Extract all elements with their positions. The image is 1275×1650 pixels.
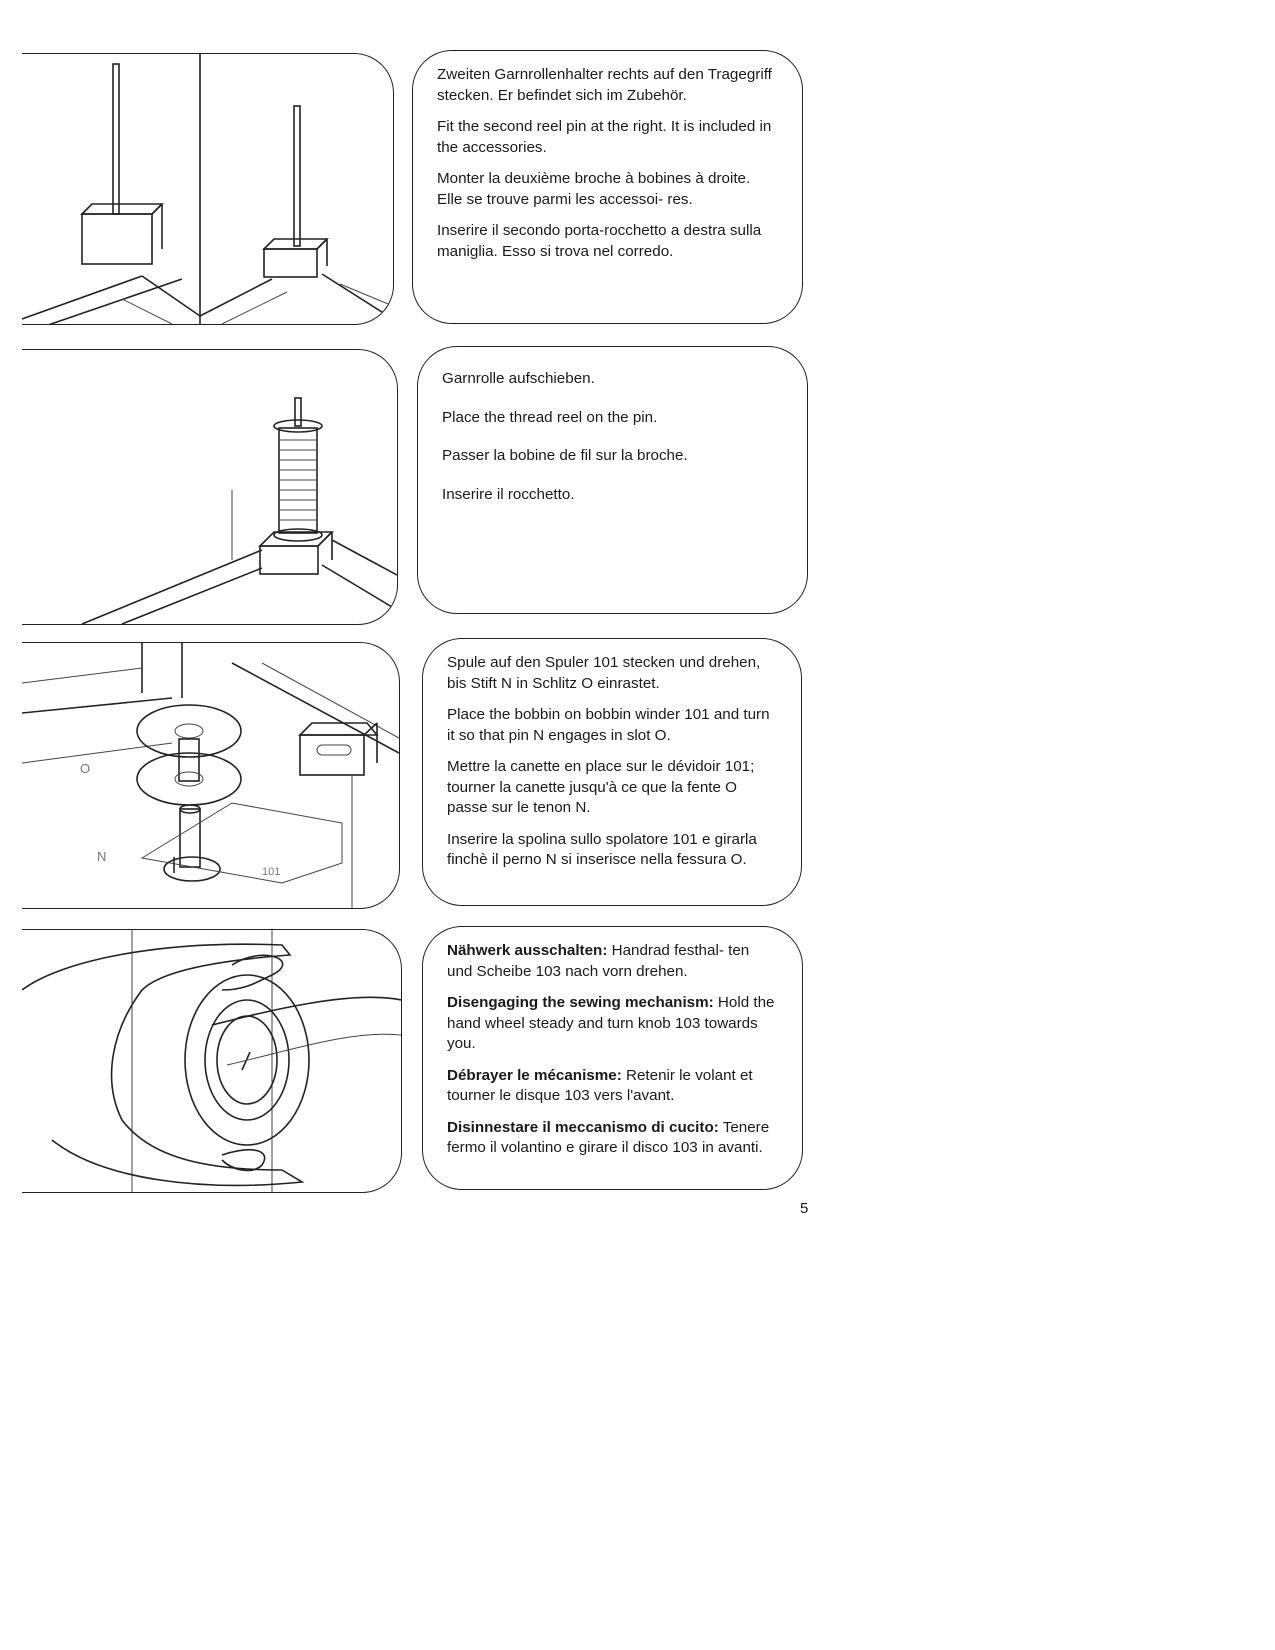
instruction-it: Disinnestare il meccanismo di cucito: Tenere fermo il volantino e girare il disco 103 in avanti. [447,1118,770,1156]
heading-en: Disengaging the sewing mechanism: [447,994,714,1011]
instruction-it: Inserire la spolina sullo spolatore 101 e girarla finchè il perno N si inserisce nella fessura O. [447,830,757,868]
heading-fr: Débrayer le mécanisme: [447,1066,622,1084]
illustration-thread-reel [22,349,398,625]
instruction-de: Garnrolle aufschieben. [442,370,595,387]
instruction-fr: Débrayer le mécanisme: Retenir le volant et tourner le disque 103 vers l'avant. [447,1066,753,1104]
instruction-box-4 [422,926,803,1190]
instruction-it: Inserire il secondo porta-rocchetto a destra sulla maniglia. Esso si trova nel corredo. [437,222,762,260]
instruction-fr: Passer la bobine de fil sur la broche. [442,447,688,464]
instruction-de: Spule auf den Spuler 101 stecken und drehen, bis Stift N in Schlitz O einrastet. [447,654,761,692]
instruction-en: Fit the second reel pin at the right. It is included in the accessories. [437,118,772,156]
instruction-box-2 [417,346,808,614]
winder-label: 101 [262,866,281,878]
instruction-box-3 [422,638,802,906]
instruction-en: Disengaging the sewing mechanism: Hold the hand wheel steady and turn knob 103 towards you. [447,994,775,1052]
instruction-it: Inserire il rocchetto. [442,485,575,503]
pin-label: N [97,849,107,864]
illustration-hand-wheel [22,929,402,1193]
slot-label: O [80,761,91,776]
instruction-en: Place the bobbin on bobbin winder 101 and turn it so that pin N engages in slot O. [447,706,770,744]
instruction-de: Zweiten Garnrollenhalter rechts auf den Tragegriff stecken. Er befindet sich im Zubehör. [437,66,772,104]
instruction-en: Place the thread reel on the pin. [442,408,658,426]
instruction-fr: Mettre la canette en place sur le dévidoir 101; tourner la canette jusqu'à ce que la fente O passe sur le tenon N. [447,758,755,816]
illustration-bobbin-winder [22,642,400,909]
heading-de: Nähwerk ausschalten: [447,942,608,959]
heading-it: Disinnestare il meccanismo di cucito: [447,1118,719,1136]
page-number: 5 [800,1200,809,1217]
illustration-reel-pin [22,53,394,325]
instruction-de: Nähwerk ausschalten: Handrad festhal- ten und Scheibe 103 nach vorn drehen. [447,942,750,980]
instruction-fr: Monter la deuxième broche à bobines à droite. Elle se trouve parmi les accessoi- res. [437,170,751,208]
instruction-box-1 [412,50,803,324]
